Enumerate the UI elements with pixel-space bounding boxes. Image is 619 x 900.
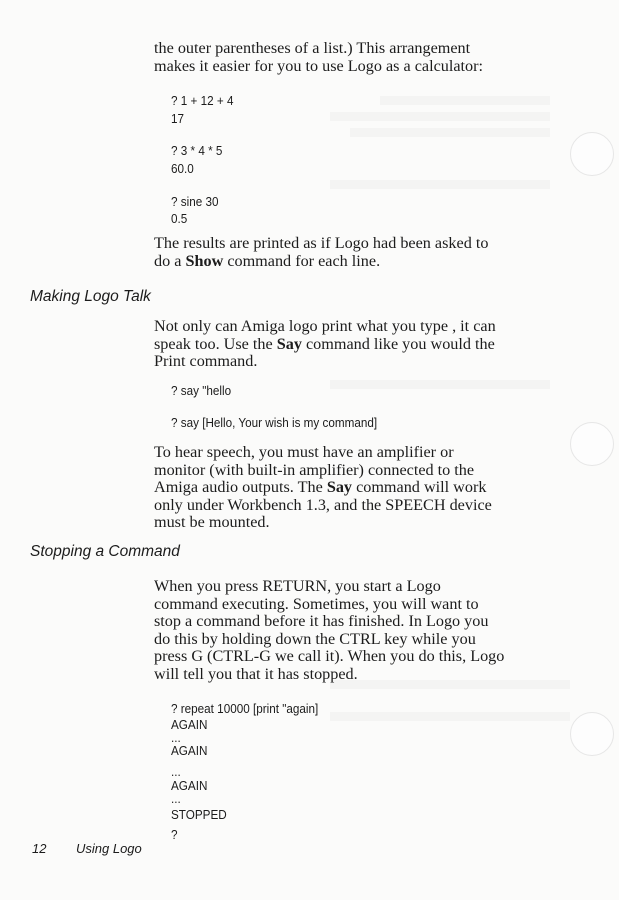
results-text: command for each line. <box>223 251 381 270</box>
say-text: command like you would the <box>301 334 495 353</box>
stopping-line: do this by holding down the CTRL key while you <box>154 629 476 648</box>
code-line: ... <box>171 764 181 779</box>
results-text: do a <box>154 251 186 270</box>
binder-hole-middle <box>570 422 614 466</box>
binder-hole-top <box>570 132 614 176</box>
code-line: ? sine 30 <box>171 194 219 209</box>
binder-hole-bottom <box>570 712 614 756</box>
code-line: ... <box>171 791 181 806</box>
code-line: ? 1 + 12 + 4 <box>171 93 234 108</box>
speech-line: To hear speech, you must have an amplifier or <box>154 443 454 461</box>
speech-text: command will work <box>352 478 487 497</box>
stopping-paragraph <box>154 578 546 684</box>
code-line: ... <box>171 730 181 745</box>
running-footer-chapter: Using Logo <box>76 841 142 856</box>
speech-line: must be mounted. <box>154 513 270 532</box>
code-line: 0.5 <box>171 211 188 226</box>
say-command-keyword: Say <box>276 334 302 353</box>
say-text: speak too. Use the <box>154 334 277 353</box>
stopping-line: press G (CTRL-G we call it). When you do this, Logo <box>154 647 505 666</box>
say-command-keyword: Say <box>326 478 353 497</box>
speech-line: monitor (with built-in amplifier) connected to the <box>154 460 475 479</box>
stopping-line: When you press RETURN, you start a Logo <box>154 577 441 595</box>
code-line: AGAIN <box>171 717 208 732</box>
code-line: 60.0 <box>171 161 194 176</box>
results-paragraph <box>154 235 546 270</box>
speech-paragraph <box>154 444 546 532</box>
code-line: ? 3 * 4 * 5 <box>171 143 223 158</box>
speech-line: only under Workbench 1.3, and the SPEECH device <box>154 495 492 514</box>
code-line: AGAIN <box>171 743 208 758</box>
section-heading-making-logo-talk: Making Logo Talk <box>30 288 151 305</box>
stopping-line: stop a command before it has finished. In Logo you <box>154 612 489 631</box>
code-line: ? say "hello <box>171 383 232 398</box>
code-line: ? repeat 10000 [print "again] <box>171 701 319 716</box>
section-heading-stopping-a-command: Stopping a Command <box>30 543 180 560</box>
say-line: Not only can Amiga logo print what you type , it can <box>154 317 496 335</box>
intro-paragraph <box>154 40 546 75</box>
say-line: Print command. <box>154 352 258 371</box>
page-number: 12 <box>32 841 47 856</box>
code-line: ? say [Hello, Your wish is my command] <box>171 415 378 430</box>
say-paragraph <box>154 318 546 371</box>
stopping-line: command executing. Sometimes, you will want to <box>154 594 479 613</box>
code-line: STOPPED <box>171 807 227 822</box>
stopping-line: will tell you that it has stopped. <box>154 664 358 683</box>
code-line: AGAIN <box>171 778 208 793</box>
intro-line: the outer parentheses of a list.) This arrangement <box>154 39 471 57</box>
results-line: The results are printed as if Logo had been asked to <box>154 234 489 252</box>
show-command-keyword: Show <box>185 251 224 270</box>
code-line: ? <box>171 827 178 842</box>
speech-text: Amiga audio outputs. The <box>154 478 327 497</box>
code-line: 17 <box>171 111 185 126</box>
intro-line: makes it easier for you to use Logo as a calculator: <box>154 56 484 75</box>
